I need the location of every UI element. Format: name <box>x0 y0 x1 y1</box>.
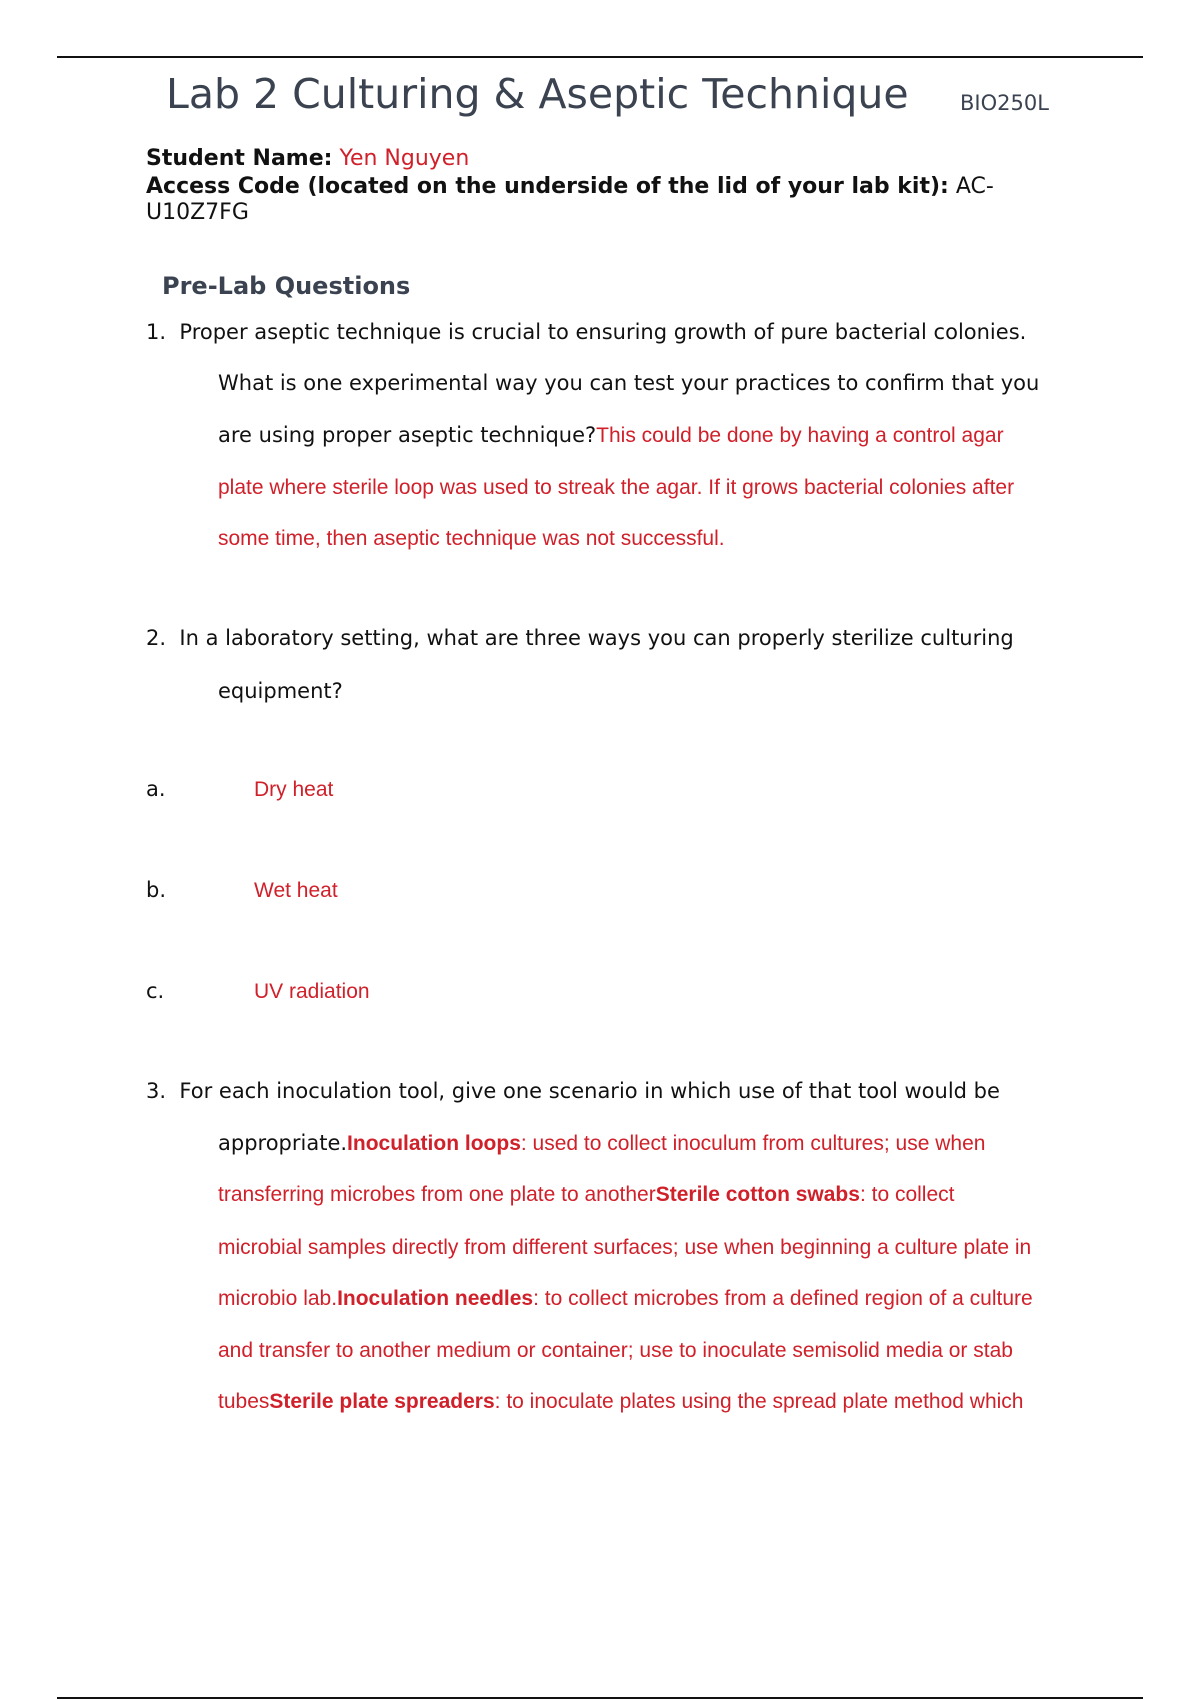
tool-sterile-plate-spreaders: Sterile plate spreaders <box>269 1390 495 1413</box>
top-rule <box>57 56 1143 58</box>
option-c-letter: c. <box>146 979 165 1003</box>
question-1-number: 1. <box>146 320 167 344</box>
question-2-number: 2. <box>146 626 167 650</box>
question-1-answer-1: This could be done by having a control agar <box>596 424 1004 447</box>
question-3-line-6: and transfer to another medium or container; use to inoculate semisolid media or stab <box>218 1339 1013 1362</box>
question-3-line-4: microbial samples directly from different surfaces; use when beginning a culture plate in <box>218 1236 1032 1259</box>
option-a-letter: a. <box>146 777 166 801</box>
question-3-answer-8: tubes <box>218 1390 270 1413</box>
question-1-line-2: What is one experimental way you can test your practices to confirm that you <box>218 371 1040 395</box>
access-code-label: Access Code (located on the underside of the lid of your lab kit): <box>146 174 949 199</box>
option-b-answer: Wet heat <box>254 879 338 902</box>
option-b-letter: b. <box>146 878 167 902</box>
question-1-answer-2: plate where sterile loop was used to streak the agar. If it grows bacterial colonies after <box>218 476 1015 499</box>
access-code-row <box>146 174 1086 226</box>
question-3-line-3 <box>218 1183 954 1207</box>
course-code: BIO250L <box>960 91 1049 115</box>
access-code-value-part2: U10Z7FG <box>146 200 249 225</box>
section-heading: Pre-Lab Questions <box>162 272 411 300</box>
tool-sterile-cotton-swabs: Sterile cotton swabs <box>655 1183 860 1206</box>
question-3-answer-9: : to inoculate plates using the spread plate method which <box>494 1390 1024 1413</box>
question-3-answer-2: transferring microbes from one plate to another <box>218 1183 656 1206</box>
question-3-answer-6: : to collect microbes from a defined region of a culture <box>533 1287 1033 1310</box>
document-title: Lab 2 Culturing & Aseptic Technique <box>166 70 909 118</box>
question-2-line-1 <box>146 626 1014 650</box>
tool-inoculation-loops: Inoculation loops <box>347 1132 521 1155</box>
student-name-value: Yen Nguyen <box>339 146 470 171</box>
question-3-line-5 <box>218 1287 1033 1311</box>
question-1-answer-3: some time, then aseptic technique was not successful. <box>218 527 725 550</box>
question-1-text-3: are using proper aseptic technique? <box>218 423 597 447</box>
question-3-line-1 <box>146 1079 1000 1103</box>
option-a-answer: Dry heat <box>254 778 334 801</box>
tool-inoculation-needles: Inoculation needles <box>337 1287 534 1310</box>
question-3-line-2 <box>218 1131 985 1156</box>
question-1-text-1: Proper aseptic technique is crucial to ensuring growth of pure bacterial colonies. <box>179 320 1027 344</box>
question-1-line-3 <box>218 423 1004 448</box>
student-name-row <box>146 146 1086 172</box>
question-3-answer-5: microbio lab. <box>218 1287 338 1310</box>
question-3-answer-3: : to collect <box>859 1183 955 1206</box>
question-2-line-2: equipment? <box>218 679 343 703</box>
question-3-answer-1: : used to collect inoculum from cultures; use when <box>520 1132 986 1155</box>
option-b <box>146 878 338 903</box>
question-3-text-1: For each inoculation tool, give one scenario in which use of that tool would be <box>179 1079 1000 1103</box>
option-a <box>146 777 333 802</box>
question-2-text-1: In a laboratory setting, what are three ways you can properly sterilize culturing <box>179 626 1014 650</box>
question-3-number: 3. <box>146 1079 167 1103</box>
access-code-value-part1: AC- <box>955 174 994 199</box>
bottom-rule <box>57 1697 1143 1699</box>
question-1-line-1 <box>146 320 1026 344</box>
question-3-line-7 <box>218 1390 1024 1414</box>
option-c <box>146 979 370 1004</box>
question-3-text-2: appropriate. <box>218 1131 348 1155</box>
student-name-label: Student Name: <box>146 146 333 171</box>
option-c-answer: UV radiation <box>254 980 370 1003</box>
